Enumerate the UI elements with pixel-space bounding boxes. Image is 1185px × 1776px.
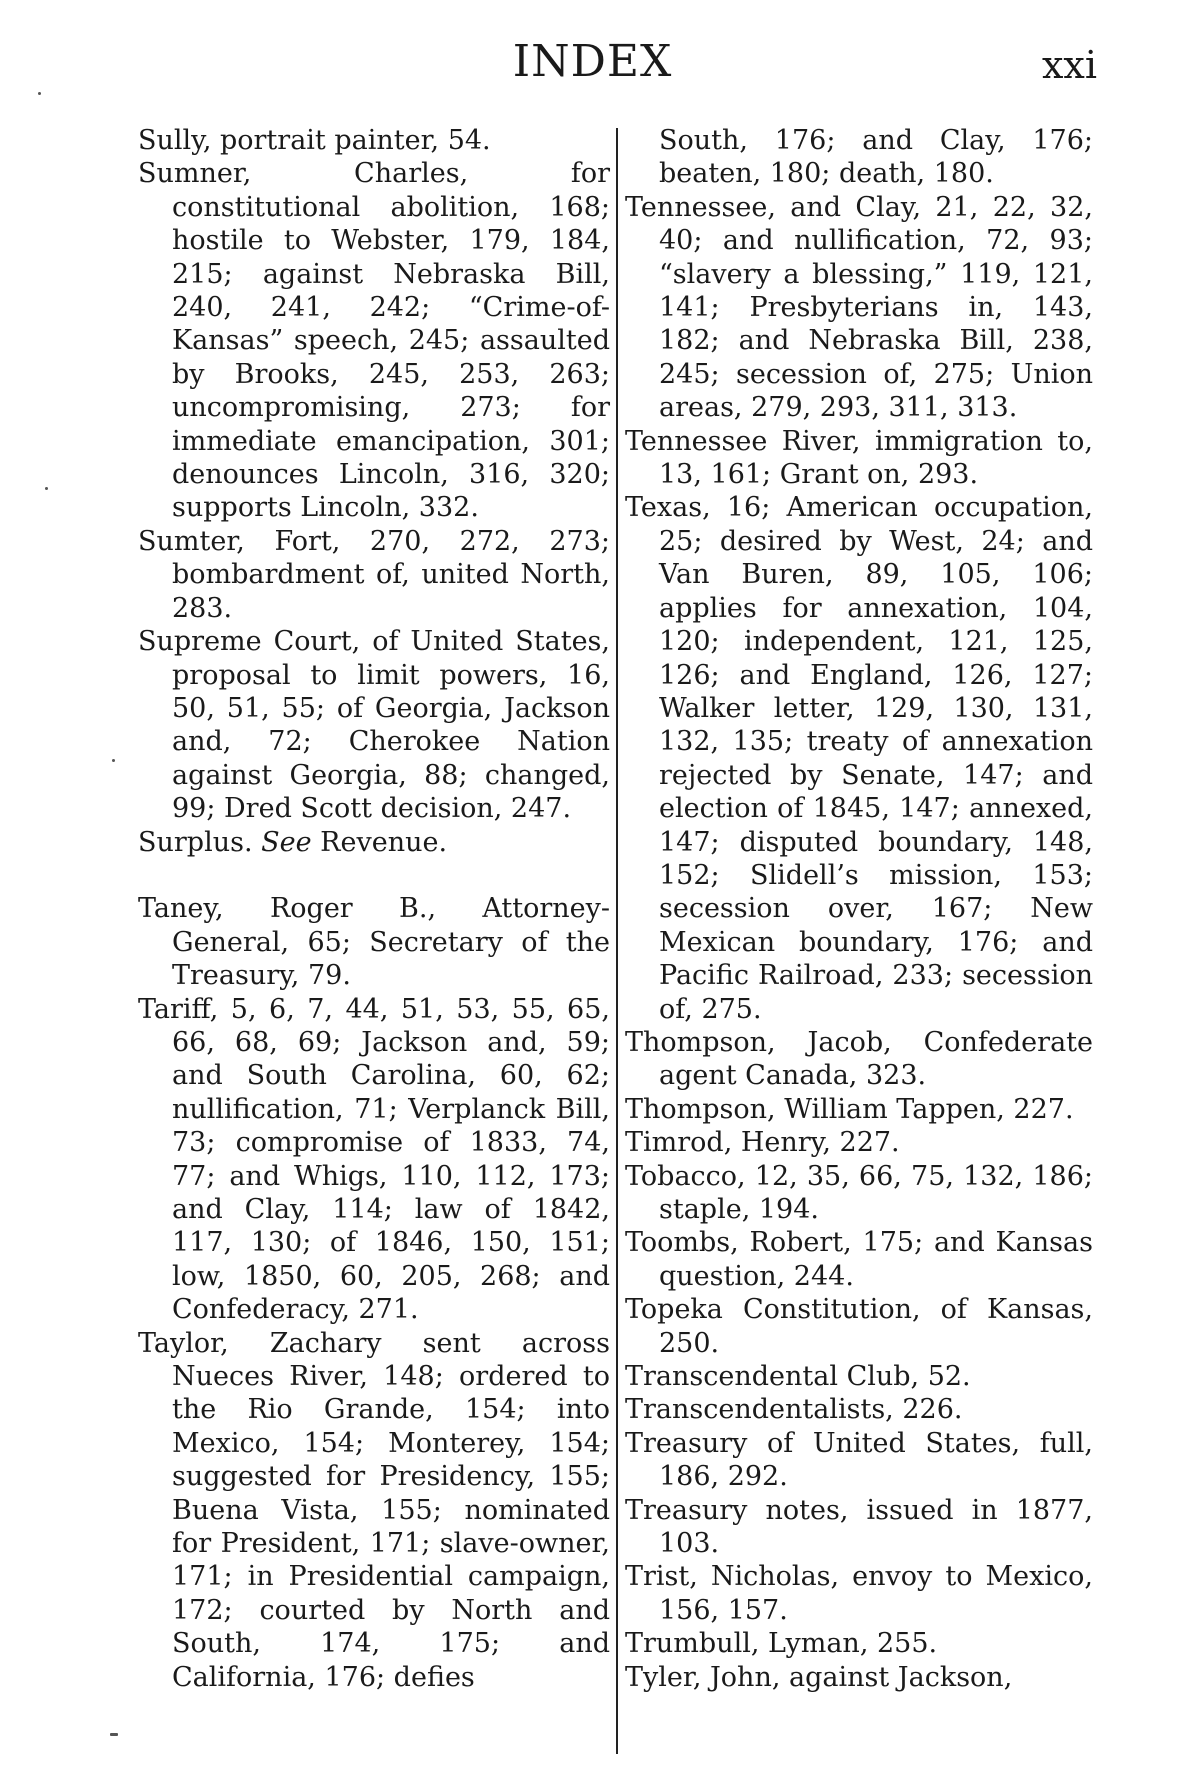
index-entry-transcendentalists: Transcendentalists, 226. bbox=[625, 1394, 963, 1426]
page-number: xxi bbox=[1041, 43, 1097, 87]
index-entry-thompson-jacob: Thompson, Jacob, Confederate agent Canada, 323. bbox=[625, 1026, 1093, 1092]
index-entry-trist: Trist, Nicholas, envoy to Mexico, 156, 157. bbox=[625, 1561, 1093, 1626]
index-entry-sully: Sully, portrait painter, 54. bbox=[138, 125, 491, 156]
column-divider bbox=[616, 128, 618, 1754]
index-entry-tobacco: Tobacco, 12, 35, 66, 75, 132, 186; staple, 194. bbox=[625, 1160, 1093, 1225]
index-entry-texas: Texas, 16; American occupation, 25; desired by West, 24; and Van Buren, 89, 105, 106; applies for annexation, 104, 120; independent, 121, 125, 126; and England, 126, 127; Walker letter, 129, 130, 131, 132, 135; treaty of annexation rejected by Senate, 147; and election of 1845, 147; annexed, 147; disputed boundary, 148, 152; Slidell’s mission, 153; secession over, 167; New Mexican boundary, 176; and Pacific Railroad, 233; secession of, 275. bbox=[625, 492, 1093, 1025]
paper-speck bbox=[45, 487, 48, 490]
index-entry-treasury: Treasury of United States, full, 186, 292. bbox=[625, 1427, 1093, 1493]
index-entry-continued: South, 176; and Clay, 176; beaten, 180; death, 180. bbox=[659, 125, 1093, 190]
index-entry-transcendental-club: Transcendental Club, 52. bbox=[625, 1361, 971, 1393]
index-column-right bbox=[625, 124, 1093, 1694]
page-title: INDEX bbox=[512, 36, 673, 87]
index-entry-tariff: Tariff, 5, 6, 7, 44, 51, 53, 55, 65, 66, 68, 69; Jackson and, 59; and South Carolina, 60, 62; nullification, 71; Verplanck Bill, 73; compromise of 1833, 74, 77; and Whigs, 110, 112, 173; and Clay, 114; law of 1842, 117, 130; of 1846, 150, 151; low, 1850, 60, 205, 268; and Confederacy, 271. bbox=[138, 993, 610, 1326]
index-entry-surplus bbox=[138, 826, 610, 859]
surplus-lead: Surplus. bbox=[138, 826, 262, 858]
index-entry-taney: Taney, Roger B., Attorney-General, 65; Secretary of the Treasury, 79. bbox=[138, 893, 610, 992]
surplus-see-ref: See bbox=[261, 826, 312, 858]
index-entry-sumner: Sumner, Charles, for constitutional abolition, 168; hostile to Webster, 179, 184, 215; against Nebraska Bill, 240, 241, 242; “Crime-of-Kansas” speech, 245; assaulted by Brooks, 245, 253, 263; uncompromising, 273; for immediate emancipation, 301; denounces Lincoln, 316, 320; supports Lincoln, 332. bbox=[138, 158, 610, 524]
index-entry-taylor: Taylor, Zachary sent across Nueces River, 148; ordered to the Rio Grande, 154; into Mexico, 154; Monterey, 154; suggested for Presidency, 155; Buena Vista, 155; nominated for President, 171; slave-owner, 171; in Presidential campaign, 172; courted by North and South, 174, 175; and California, 176; defies bbox=[138, 1327, 610, 1693]
index-entry-sumter: Sumter, Fort, 270, 272, 273; bombardment of, united North, 283. bbox=[138, 525, 610, 624]
index-entry-topeka: Topeka Constitution, of Kansas, 250. bbox=[625, 1294, 1093, 1359]
index-entry-thompson-william: Thompson, William Tappen, 227. bbox=[625, 1093, 1074, 1125]
surplus-target: Revenue. bbox=[311, 826, 448, 858]
index-entry-tennessee: Tennessee, and Clay, 21, 22, 32, 40; and nullification, 72, 93; “slavery a blessing,” 119, 121, 141; Presbyterians in, 143, 182; and Nebraska Bill, 238, 245; secession of, 275; Union areas, 279, 293, 311, 313. bbox=[625, 191, 1093, 424]
index-entry-trumbull: Trumbull, Lyman, 255. bbox=[625, 1628, 938, 1660]
index-entry-toombs: Toombs, Robert, 175; and Kansas question, 244. bbox=[625, 1227, 1093, 1292]
paper-speck bbox=[110, 1733, 118, 1736]
index-entry-tyler: Tyler, John, against Jackson, bbox=[625, 1661, 1013, 1693]
paper-speck bbox=[112, 759, 115, 762]
paper-speck bbox=[38, 92, 41, 95]
index-entry-treasury-notes: Treasury notes, issued in 1877, 103. bbox=[625, 1494, 1093, 1560]
index-column-left bbox=[138, 124, 610, 1694]
index-entry-tennessee-river: Tennessee River, immigration to, 13, 161; Grant on, 293. bbox=[625, 425, 1093, 491]
index-entry-supreme-court: Supreme Court, of United States, proposal to limit powers, 16, 50, 51, 55; of Georgia, Jackson and, 72; Cherokee Nation against Georgia, 88; changed, 99; Dred Scott decision, 247. bbox=[138, 626, 610, 825]
index-entry-timrod: Timrod, Henry, 227. bbox=[625, 1127, 900, 1159]
section-gap bbox=[138, 859, 610, 892]
